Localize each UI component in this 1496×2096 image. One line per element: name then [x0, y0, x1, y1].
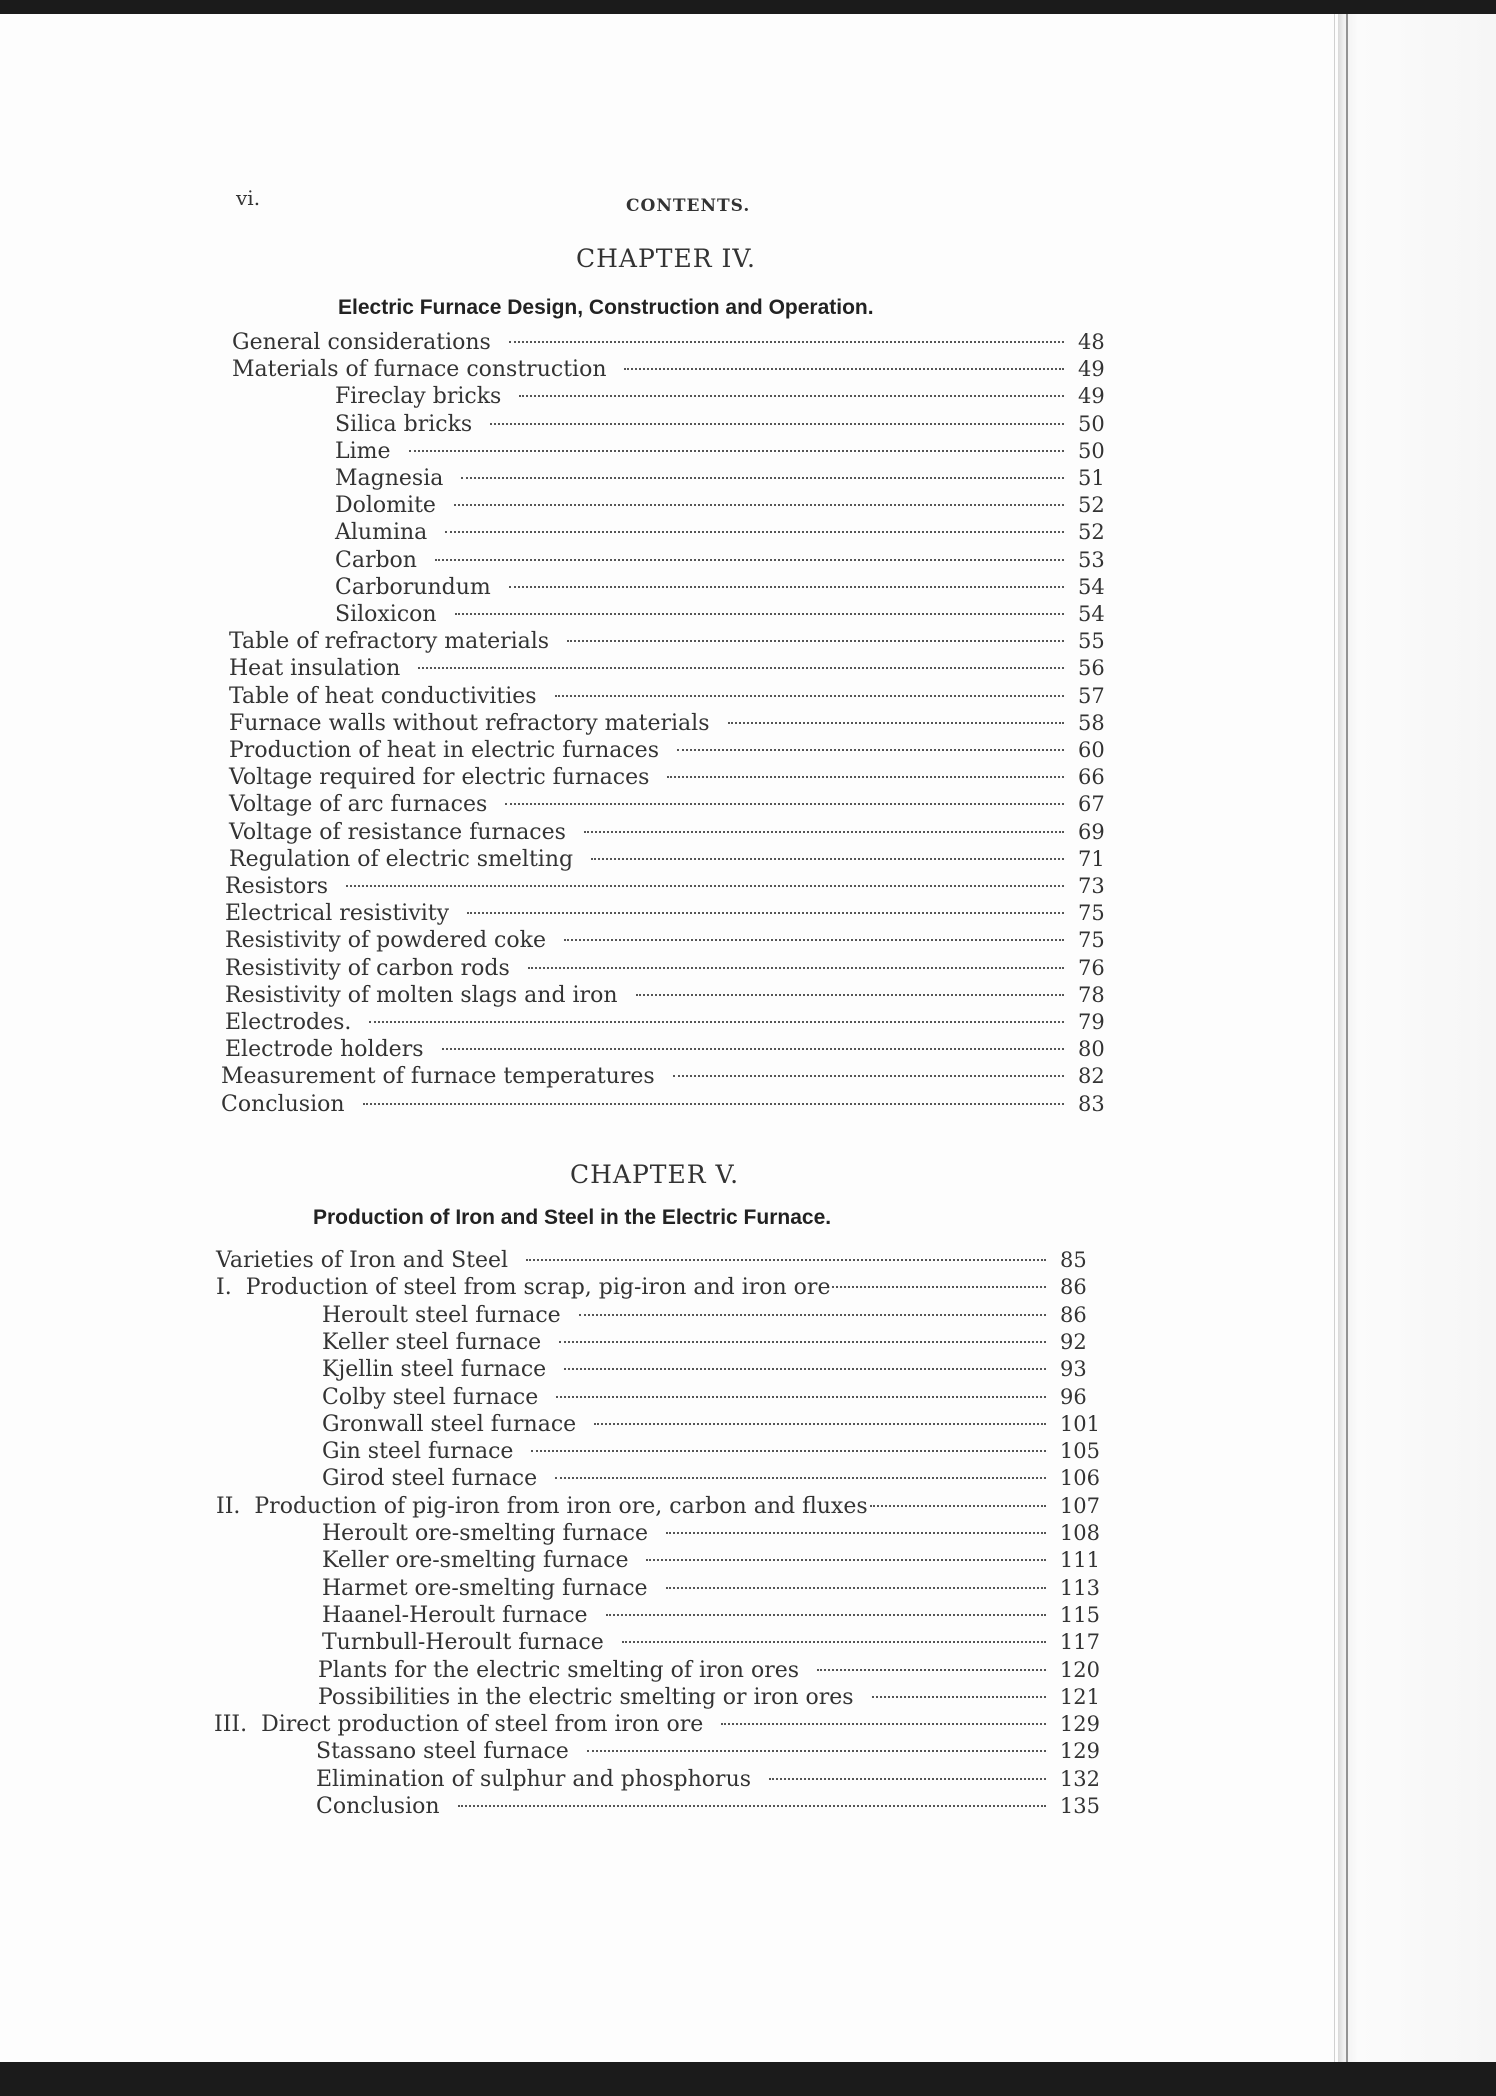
toc-entry-label: Haanel-Heroult furnace	[322, 1602, 588, 1628]
toc-entry	[216, 1494, 1100, 1521]
toc-entry	[229, 792, 1118, 819]
toc-page-number: 83	[1078, 1091, 1105, 1116]
toc-entry-label: Carbon	[335, 547, 417, 573]
toc-page-number: 60	[1078, 738, 1105, 762]
dot-leader	[870, 1505, 1046, 1507]
dot-leader	[559, 1341, 1046, 1343]
dot-leader	[636, 994, 1065, 996]
toc-entry-label: Varieties of Iron and Steel	[216, 1248, 509, 1273]
toc-entry-label: Elimination of sulphur and phosphorus	[316, 1766, 752, 1792]
toc-entry	[225, 874, 1118, 901]
dot-leader	[817, 1669, 1046, 1671]
dot-leader	[567, 640, 1064, 642]
toc-entry-label: Production of heat in electric furnaces	[229, 738, 659, 763]
toc-entry-label: Table of refractory materials	[229, 629, 550, 655]
dot-leader	[418, 667, 1064, 669]
toc-entry	[322, 1412, 1100, 1439]
dot-leader	[509, 341, 1064, 343]
toc-page-number: 106	[1059, 1466, 1100, 1491]
toc-entry	[232, 330, 1118, 357]
dot-leader	[666, 1532, 1046, 1534]
toc-page-number: 50	[1078, 438, 1105, 463]
gutter-fold-line	[1334, 14, 1335, 2062]
dot-leader	[505, 803, 1064, 805]
toc-entry	[229, 738, 1118, 765]
toc-entry-label: Girod steel furnace	[322, 1466, 538, 1492]
toc-page-number: 78	[1078, 982, 1105, 1007]
toc-entry	[322, 1630, 1100, 1657]
toc-page-number: 49	[1078, 384, 1105, 409]
toc-entry-label: Silica bricks	[335, 411, 473, 437]
toc-entry-label: Conclusion	[221, 1091, 345, 1117]
toc-entry	[322, 1521, 1100, 1548]
toc-page-number: 85	[1060, 1248, 1087, 1272]
dot-leader	[445, 531, 1064, 533]
toc-entry-label: Resistivity of carbon rods	[225, 955, 510, 981]
toc-page-number: 80	[1078, 1037, 1105, 1062]
toc-page-number: 75	[1078, 901, 1105, 926]
toc-entry-label: Resistivity of molten slags and iron	[225, 982, 618, 1008]
toc-entry-label: Electrical resistivity	[225, 901, 450, 927]
toc-entry-label: Plants for the electric smelting of iron ores	[318, 1657, 800, 1683]
dot-leader	[442, 1048, 1065, 1050]
toc-entry	[322, 1357, 1100, 1384]
dot-leader	[528, 967, 1064, 969]
dot-leader	[555, 1477, 1046, 1479]
toc-page-number: 117	[1059, 1630, 1100, 1655]
page-folio: vi.	[236, 186, 261, 210]
dot-leader	[564, 1368, 1046, 1370]
dot-leader	[872, 1696, 1046, 1698]
toc-entry	[316, 1767, 1100, 1794]
toc-page-number: 54	[1078, 602, 1105, 626]
toc-entry	[335, 575, 1118, 602]
toc-entry-label: Gronwall steel furnace	[322, 1411, 577, 1437]
toc-entry-label: Furnace walls without refractory materials	[229, 710, 710, 736]
toc-page-number: 96	[1060, 1384, 1087, 1409]
toc-entry	[229, 711, 1118, 738]
toc-page-number: 105	[1059, 1439, 1100, 1464]
toc-entry	[318, 1658, 1100, 1685]
toc-entry	[229, 656, 1118, 683]
chapter-4-subtitle: Electric Furnace Design, Construction and Operation.	[338, 296, 874, 319]
toc-entry	[229, 684, 1118, 711]
dot-leader	[579, 1314, 1046, 1316]
toc-entry	[322, 1603, 1100, 1630]
toc-page-number: 66	[1078, 765, 1105, 790]
toc-entry-label: Voltage required for electric furnaces	[229, 765, 650, 791]
toc-page-number: 53	[1078, 547, 1105, 572]
toc-page-number: 71	[1078, 846, 1105, 871]
toc-entry-label: Heroult steel furnace	[322, 1302, 561, 1328]
toc-page-number: 107	[1059, 1493, 1100, 1518]
dot-leader	[591, 858, 1064, 860]
dot-leader	[622, 1641, 1046, 1643]
running-head: CONTENTS.	[626, 196, 751, 216]
toc-page-number: 129	[1059, 1739, 1100, 1764]
toc-entry-label: Heroult ore-smelting furnace	[322, 1521, 649, 1546]
toc-entry-number: III.	[214, 1712, 248, 1738]
toc-entry-label: Electrode holders	[225, 1037, 424, 1063]
dot-leader	[646, 1559, 1045, 1561]
toc-entry	[229, 847, 1118, 874]
toc-entry-number: I.	[216, 1275, 232, 1301]
toc-entry	[322, 1330, 1100, 1357]
toc-entry-label: Direct production of steel from iron ore	[261, 1712, 704, 1738]
toc-page-number: 115	[1059, 1602, 1100, 1627]
toc-page-number: 54	[1078, 574, 1105, 599]
toc-entry	[335, 466, 1118, 493]
dot-leader	[467, 912, 1064, 914]
toc-entry	[225, 983, 1118, 1010]
toc-page-number: 52	[1078, 493, 1105, 518]
toc-entry-label: Fireclay bricks	[335, 384, 502, 410]
toc-page-number: 69	[1078, 819, 1105, 844]
dot-leader	[461, 477, 1064, 479]
toc-page-number: 50	[1078, 411, 1105, 436]
dot-leader	[769, 1778, 1046, 1780]
toc-entry	[216, 1275, 1100, 1302]
toc-entry-label: Colby steel furnace	[322, 1384, 539, 1410]
toc-entry	[322, 1548, 1100, 1575]
toc-page-number: 48	[1078, 330, 1105, 354]
toc-page-number: 129	[1059, 1712, 1100, 1737]
toc-entry	[225, 1010, 1118, 1037]
toc-entry-label: Carborundum	[335, 574, 491, 600]
toc-entry	[225, 1037, 1118, 1064]
scan-bottom-edge	[0, 2062, 1496, 2096]
dot-leader	[346, 885, 1064, 887]
toc-entry	[229, 765, 1118, 792]
dot-leader	[556, 1396, 1046, 1398]
chapter-5-heading: CHAPTER V.	[570, 1160, 740, 1189]
dot-leader	[363, 1103, 1064, 1105]
toc-entry-label: Voltage of arc furnaces	[229, 792, 488, 818]
toc-page-number: 57	[1078, 683, 1105, 708]
chapter-5-subtitle: Production of Iron and Steel in the Electric Furnace.	[313, 1206, 832, 1229]
toc-entry	[322, 1303, 1100, 1330]
toc-page-number: 86	[1060, 1275, 1087, 1300]
toc-entry	[225, 901, 1118, 928]
toc-page-number: 56	[1078, 656, 1105, 681]
toc-page-number: 52	[1078, 520, 1105, 545]
toc-entry-label: Resistivity of powdered coke	[225, 928, 546, 954]
dot-leader	[728, 722, 1065, 724]
dot-leader	[721, 1723, 1046, 1725]
toc-entry-label: General considerations	[232, 330, 491, 355]
toc-page-number: 55	[1078, 629, 1105, 654]
toc-page-number: 121	[1059, 1684, 1100, 1709]
dot-leader	[490, 423, 1064, 425]
toc-page-number: 101	[1059, 1411, 1100, 1436]
toc-entry-label: Production of pig-iron from iron ore, carbon and fluxes	[254, 1493, 868, 1519]
toc-page-number: 108	[1059, 1521, 1100, 1545]
toc-entry	[221, 1092, 1118, 1119]
toc-page-number: 135	[1059, 1794, 1100, 1818]
chapter-4-heading: CHAPTER IV.	[576, 244, 757, 273]
toc-entry	[216, 1248, 1100, 1275]
toc-entry-label: Stassano steel furnace	[316, 1739, 569, 1765]
toc-entry-label: Keller ore-smelting furnace	[322, 1548, 629, 1574]
toc-entry	[221, 1064, 1118, 1091]
toc-page-number: 58	[1078, 710, 1105, 735]
toc-entry	[318, 1685, 1100, 1712]
dot-leader	[509, 586, 1064, 588]
toc-entry-label: Possibilities in the electric smelting or iron ores	[318, 1684, 854, 1710]
dot-leader	[667, 776, 1064, 778]
toc-entry-label: Dolomite	[335, 493, 436, 519]
toc-page-number: 67	[1078, 792, 1105, 817]
toc-entry	[316, 1739, 1100, 1766]
toc-page-number: 113	[1059, 1575, 1100, 1600]
toc-entry-label: Lime	[335, 438, 391, 464]
toc-entry	[229, 820, 1118, 847]
dot-leader	[606, 1614, 1046, 1616]
toc-entry	[335, 548, 1118, 575]
toc-entry-label: Turnbull-Heroult furnace	[322, 1630, 604, 1656]
toc-page-number: 92	[1060, 1329, 1087, 1354]
dot-leader	[458, 1805, 1046, 1807]
toc-entry-label: Heat insulation	[229, 656, 401, 682]
book-gutter	[1338, 14, 1496, 2062]
toc-entry-label: Materials of furnace construction	[232, 357, 607, 383]
dot-leader	[587, 1750, 1046, 1752]
dot-leader	[435, 559, 1064, 561]
dot-leader	[455, 613, 1064, 615]
dot-leader	[526, 1259, 1046, 1261]
dot-leader	[624, 368, 1064, 370]
toc-entry-label: Harmet ore-smelting furnace	[322, 1575, 648, 1601]
toc-entry	[335, 602, 1118, 629]
dot-leader	[666, 1587, 1046, 1589]
toc-entry	[214, 1712, 1100, 1739]
toc-page-number: 120	[1059, 1657, 1100, 1682]
toc-entry-label: Resistors	[225, 874, 329, 899]
toc-entry	[225, 928, 1118, 955]
toc-entry-label: Measurement of furnace temperatures	[221, 1064, 655, 1090]
toc-entry	[335, 493, 1118, 520]
toc-entry-label: Alumina	[335, 520, 428, 546]
toc-page-number: 82	[1078, 1064, 1105, 1089]
toc-entry	[335, 520, 1118, 547]
toc-page-number: 76	[1078, 955, 1105, 980]
dot-leader	[519, 395, 1064, 397]
toc-page-number: 79	[1078, 1010, 1105, 1034]
toc-entry-label: Electrodes.	[225, 1010, 352, 1035]
toc-entry-label: Magnesia	[335, 466, 444, 491]
dot-leader	[454, 504, 1064, 506]
toc-entry-number: II.	[216, 1493, 241, 1519]
dot-leader	[369, 1021, 1064, 1023]
scan-top-edge	[0, 0, 1496, 14]
toc-entry	[316, 1794, 1100, 1821]
gutter-edge-line	[1346, 14, 1348, 2062]
toc-entry	[322, 1576, 1100, 1603]
dot-leader	[594, 1423, 1046, 1425]
dot-leader	[673, 1075, 1064, 1077]
dot-leader	[409, 450, 1064, 452]
toc-entry	[322, 1466, 1100, 1493]
toc-page-number: 111	[1059, 1548, 1100, 1573]
dot-leader	[531, 1450, 1045, 1452]
toc-entry	[335, 384, 1118, 411]
toc-page-number: 73	[1078, 874, 1105, 898]
dot-leader	[832, 1286, 1046, 1288]
toc-entry-label: Kjellin steel furnace	[322, 1357, 547, 1383]
toc-entry	[225, 956, 1118, 983]
toc-entry	[322, 1385, 1100, 1412]
toc-entry	[322, 1439, 1100, 1466]
dot-leader	[564, 939, 1064, 941]
toc-entry-label: Keller steel furnace	[322, 1329, 542, 1355]
toc-entry-label: Production of steel from scrap, pig-iron and iron ore	[245, 1275, 831, 1301]
toc-entry-label: Regulation of electric smelting	[229, 846, 574, 872]
toc-page-number: 132	[1059, 1766, 1100, 1791]
dot-leader	[555, 695, 1064, 697]
toc-entry-label: Voltage of resistance furnaces	[229, 819, 566, 845]
dot-leader	[584, 831, 1064, 833]
toc-entry	[335, 439, 1118, 466]
toc-entry-label: Gin steel furnace	[322, 1439, 514, 1465]
toc-page-number: 75	[1078, 928, 1105, 953]
toc-entry-label: Siloxicon	[335, 602, 437, 627]
toc-entry-label: Conclusion	[316, 1794, 440, 1819]
toc-entry	[229, 629, 1118, 656]
toc-entry	[335, 412, 1118, 439]
toc-page-number: 49	[1078, 357, 1105, 382]
toc-entry-label: Table of heat conductivities	[229, 683, 537, 709]
toc-page-number: 93	[1060, 1357, 1087, 1382]
toc-entry	[232, 357, 1118, 384]
toc-page-number: 51	[1078, 466, 1105, 490]
dot-leader	[677, 749, 1064, 751]
toc-page-number: 86	[1060, 1302, 1087, 1327]
